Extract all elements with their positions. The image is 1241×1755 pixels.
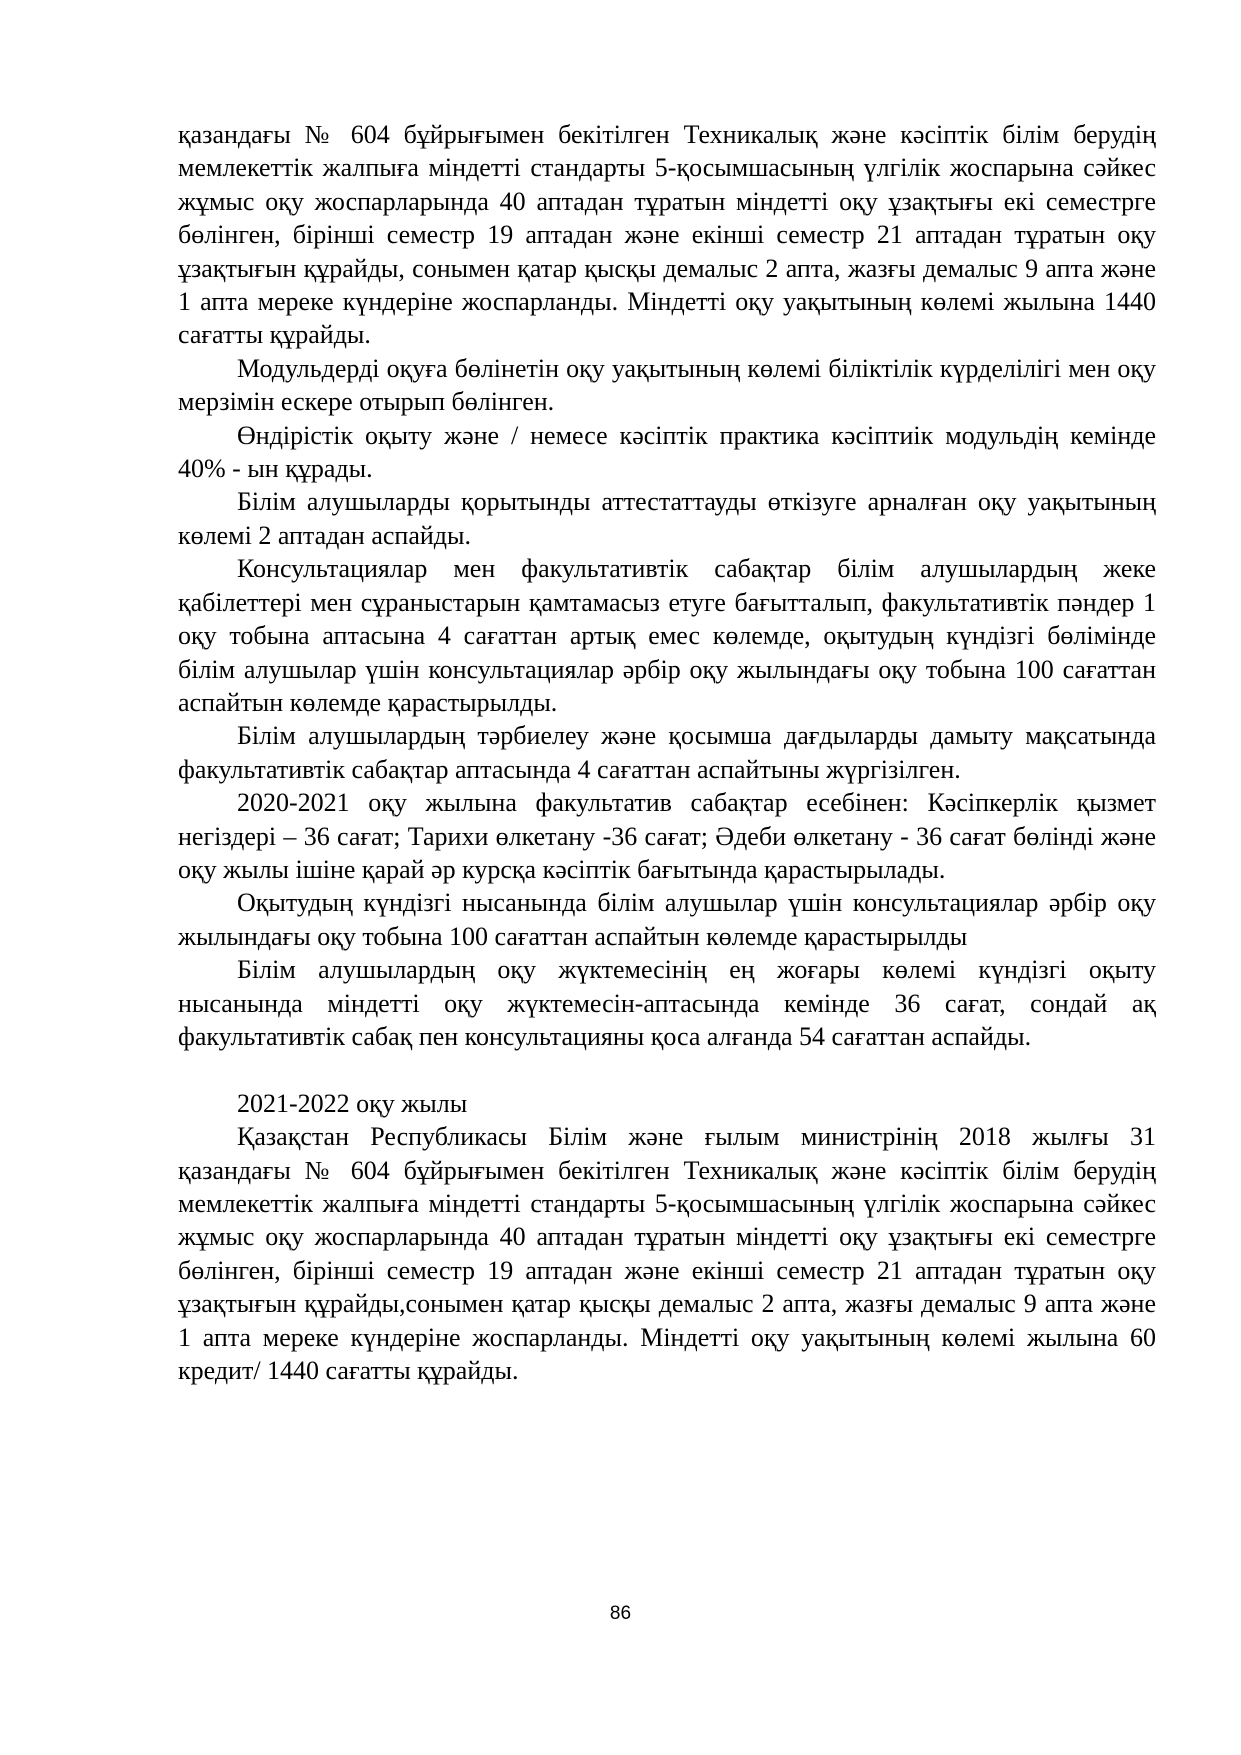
- paragraph-standard-2021-2022: Қазақстан Республикасы Білім және ғылым министрінің 2018 жылғы 31 қазандағы № 604 бұйрығымен бекітілген Техникалық және кәсіптік білім берудің мемлекеттік жалпыға міндетті стандарты 5-қосымшасының үлгілік жоспарына сәйкес жұмыс оқу жоспарларында 40 аптадан тұратын міндетті оқу ұзақтығы екі семестрге бөлінген, бірінші семестр 19 аптадан және екінші семестр 21 аптадан тұратын оқу ұзақтығын құрайды,сонымен қатар қысқы демалыс 2 апта, жазғы демалыс 9 апта және 1 апта мереке күндеріне жоспарланды. Міндетті оқу уақытының көлемі жылына 60 кредит/ 1440 сағатты құрайды.: [178, 1122, 1156, 1386]
- paragraph-industrial-training: Өндірістік оқыту және / немесе кәсіптік практика кәсіптиік модульдің кемінде 40% - ын құрады.: [178, 420, 1156, 484]
- page-number: 86: [609, 1603, 632, 1624]
- document-body: [178, 118, 1156, 1387]
- paragraph-2020-2021-electives: 2020-2021 оқу жылына факультатив сабақтар есебінен: Кәсіпкерлік қызмет негіздері – 36 сағат; Тарихи өлкетану -36 сағат; Әдеби өлкетану - 36 сағат бөлінді және оқу жылы ішіне қарай әр курсқа кәсіптік бағытында қарастырылады.: [178, 788, 1156, 884]
- paragraph-elective-classes: Білім алушылардың тәрбиелеу және қосымша дағдыларды дамыту мақсатында факультативтік сабақтар аптасында 4 сағаттан аспайтыны жүргізілген.: [178, 721, 1156, 784]
- paragraph-standard-continuation: қазандағы № 604 бұйрығымен бекітілген Техникалық және кәсіптік білім берудің мемлекеттік жалпыға міндетті стандарты 5-қосымшасының үлгілік жоспарына сәйкес жұмыс оқу жоспарларында 40 аптадан тұратын міндетті оқу ұзақтығы екі семестрге бөлінген, бірінші семестр 19 аптадан және екінші семестр 21 аптадан тұратын оқу ұзақтығын құрайды, сонымен қатар қысқы демалыс 2 апта, жазғы демалыс 9 апта және 1 апта мереке күндеріне жоспарланды. Міндетті оқу уақытының көлемі жылына 1440 сағатты құрайды.: [178, 120, 1156, 350]
- paragraph-fulltime-consultations: Оқытудың күндізгі нысанында білім алушылар үшін консультациялар әрбір оқу жылындағы оқу тобына 100 сағаттан аспайтын көлемде қарастырылды: [178, 888, 1156, 951]
- paragraph-final-attestation: Білім алушыларды қорытынды аттестаттауды өткізуге арналған оқу уақытының көлемі 2 аптадан аспайды.: [178, 487, 1156, 550]
- paragraph-modules-time: Модульдерді оқуға бөлінетін оқу уақытының көлемі біліктілік күрделілігі мен оқу мерзімін ескере отырып бөлінген.: [178, 353, 1156, 417]
- section-heading-2021-2022: 2021-2022 оқу жылы: [237, 1088, 468, 1118]
- paragraph-max-workload: Білім алушылардың оқу жүктемесінің ең жоғары көлемі күндізгі оқыту нысанында міндетті оқу жүктемесін-аптасында кемінде 36 сағат, сондай ақ факультативтік сабақ пен консультацияны қоса алғанда 54 сағаттан аспайды.: [178, 955, 1156, 1051]
- paragraph-consultations: Консультациялар мен факультативтік сабақтар білім алушылардың жеке қабілеттері мен сұраныстарын қамтамасыз етуге бағытталып, факультативтік пәндер 1 оқу тобына аптасына 4 сағаттан артық емес көлемде, оқытудың күндізгі бөлімінде білім алушылар үшін консультациялар әрбір оқу жылындағы оқу тобына 100 сағаттан аспайтын көлемде қарастырылды.: [178, 554, 1156, 717]
